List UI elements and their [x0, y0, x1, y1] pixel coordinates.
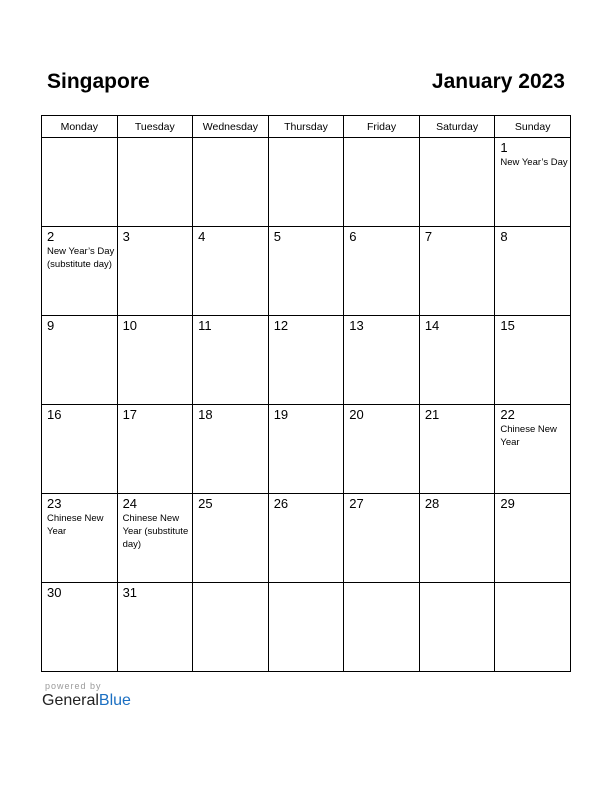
- country-title: Singapore: [47, 70, 150, 93]
- brand-name-part1: General: [42, 692, 99, 709]
- empty-day-cell: [193, 583, 269, 672]
- day-cell: [495, 138, 571, 227]
- empty-day-cell: [419, 583, 495, 672]
- week-row: [42, 138, 571, 227]
- empty-day-cell: [495, 583, 571, 672]
- day-cell: [268, 316, 344, 405]
- day-number: 18: [198, 407, 213, 422]
- day-number: 2: [47, 229, 55, 244]
- day-number: 7: [424, 229, 433, 244]
- day-cell: [117, 583, 193, 672]
- empty-day-cell: [268, 583, 344, 672]
- day-number: 19: [273, 407, 289, 422]
- week-row: [42, 316, 571, 405]
- day-number: 3: [122, 229, 130, 244]
- day-cell: [42, 494, 118, 583]
- holiday-label: Chinese New Year: [500, 424, 557, 448]
- day-number: 21: [424, 407, 440, 422]
- day-cell: [117, 494, 193, 583]
- day-number: 14: [424, 318, 440, 333]
- weekday-monday: Monday: [42, 116, 118, 138]
- empty-day-cell: [42, 138, 118, 227]
- day-number: 27: [349, 496, 364, 511]
- holiday-label: Chinese New Year: [47, 513, 104, 537]
- day-cell: [268, 405, 344, 494]
- empty-day-cell: [193, 138, 269, 227]
- day-number: 25: [198, 496, 213, 511]
- day-cell: [193, 316, 269, 405]
- day-cell: [268, 227, 344, 316]
- week-row: [42, 494, 571, 583]
- day-cell: [268, 494, 344, 583]
- day-cell: [419, 494, 495, 583]
- day-cell: [344, 227, 420, 316]
- day-number: 17: [122, 407, 138, 422]
- day-cell: [495, 316, 571, 405]
- empty-day-cell: [344, 138, 420, 227]
- calendar-grid: [41, 115, 571, 672]
- empty-day-cell: [419, 138, 495, 227]
- day-number: 20: [349, 407, 364, 422]
- day-cell: [117, 227, 193, 316]
- day-number: 15: [500, 318, 515, 333]
- day-cell: [42, 583, 118, 672]
- day-number: 22: [500, 407, 515, 422]
- day-number: 1: [500, 140, 508, 155]
- day-cell: [344, 494, 420, 583]
- day-number: 9: [47, 318, 55, 333]
- weekday-sunday: Sunday: [495, 116, 571, 138]
- weekday-header-row: [42, 116, 571, 138]
- week-row: [42, 405, 571, 494]
- weekday-wednesday: Wednesday: [193, 116, 269, 138]
- holiday-label: New Year’s Day: [500, 157, 568, 168]
- day-number: 29: [500, 496, 515, 511]
- day-cell: [419, 227, 495, 316]
- day-cell: [117, 316, 193, 405]
- day-number: 26: [273, 496, 289, 511]
- powered-by-text: powered by: [45, 681, 102, 691]
- day-cell: [193, 227, 269, 316]
- day-cell: [193, 405, 269, 494]
- day-cell: [419, 405, 495, 494]
- weekday-saturday: Saturday: [419, 116, 495, 138]
- day-cell: [495, 227, 571, 316]
- calendar-header: [41, 68, 571, 100]
- day-cell: [495, 494, 571, 583]
- day-number: 11: [198, 318, 212, 333]
- day-cell: [419, 316, 495, 405]
- day-number: 23: [47, 496, 62, 511]
- day-number: 8: [500, 229, 508, 244]
- week-row: [42, 583, 571, 672]
- weekday-friday: Friday: [344, 116, 420, 138]
- week-row: [42, 227, 571, 316]
- day-number: 31: [122, 585, 138, 600]
- day-cell: [117, 405, 193, 494]
- day-cell: [42, 405, 118, 494]
- empty-day-cell: [344, 583, 420, 672]
- day-number: 16: [47, 407, 62, 422]
- day-number: 5: [273, 229, 281, 244]
- empty-day-cell: [117, 138, 193, 227]
- month-title: January 2023: [431, 70, 565, 93]
- holiday-label: Chinese New Year (substitute day): [122, 513, 189, 550]
- day-number: 6: [349, 229, 357, 244]
- day-cell: [193, 494, 269, 583]
- day-cell: [42, 227, 118, 316]
- brand-logo: [42, 692, 131, 710]
- day-cell: [344, 405, 420, 494]
- day-number: 24: [122, 496, 138, 511]
- weekday-tuesday: Tuesday: [117, 116, 193, 138]
- day-number: 13: [349, 318, 364, 333]
- day-number: 10: [122, 318, 138, 333]
- weekday-thursday: Thursday: [268, 116, 344, 138]
- day-cell: [344, 316, 420, 405]
- brand-name-part2: Blue: [98, 692, 131, 709]
- footer-branding: [42, 681, 131, 710]
- day-cell: [495, 405, 571, 494]
- day-number: 30: [47, 585, 62, 600]
- day-cell: [42, 316, 118, 405]
- day-number: 4: [198, 229, 206, 244]
- holiday-label: New Year’s Day (substitute day): [47, 246, 115, 270]
- day-number: 12: [273, 318, 289, 333]
- day-number: 28: [424, 496, 440, 511]
- empty-day-cell: [268, 138, 344, 227]
